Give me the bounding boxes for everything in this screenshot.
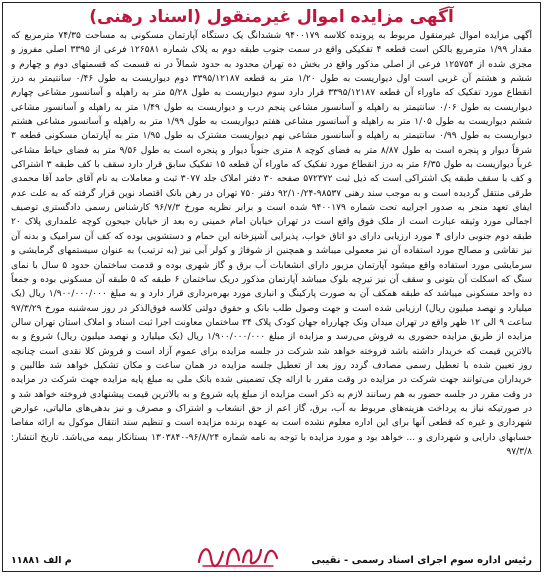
notice-code: م الف ۱۱۸۸۱ — [11, 555, 72, 566]
notice-body: آگهی مزایده اموال غیرمنقول مربوط به پرونده کلاسه ۹۴۰۰۱۷۹ ششدانگ یک دستگاه آپارتمان مسکونی به مساحت ۷۴/۳۵ مترمربع که مقدار ۱/۹۹ مترمربع بالکن است قطعه ۴ تفکیکی واقع در سمت جنوب طبقه دوم به پلاک شماره ۱۲۶۵۸۱ فرعی از ۳۳۹۵ اصلی مفروز و مجزی شده از ۱۲۵۷۵۴ فرعی از اصلی مذکور واقع در بخش ده تهران محدود به حدود شمالاً در نه قسمت که قسمتهای دوم و چهارم و ششم و هشتم آن غربی است اول دیواریست به طول ۱/۲۰ متر به قطعه ۳۳۹۵/۱۲۱۸۷ دوم دیواریست به طول ۰/۴۶ سانتیمتر به درز انقطاع مورد تفکیک که ماوراء آن قطعه ۳۳۹۵/۱۲۱۸۷ قرار دارد سوم دیواریست به طول ۵/۲۸ متر به راهپله و آسانسور مشاعی چهارم دیواریست به طول ۰/۰۶ سانتیمتر به راهپله و آسانسور مشاعی پنجم درب و دیواریست به طول ۱/۴۹ متر به راهپله و آسانسور مشاعی ششم دیواریست به طول ۱/۰۵ متر به راهپله و آسانسور مشاعی هفتم دیواریست به طول ۱/۹۹ متر به راهپله و آسانسور مشاعی هشتم دیواریست به طول ۰/۹۹ سانتیمتر به راهپله و آسانسور مشاعی نهم دیواریست مشترک به طول ۱/۹۵ متر به آپارتمان مسکونی قطعه ۳ شرقاً دیوار و پنجره است به طول ۸/۸۷ متر به فضای کوچه ۸ متری جنوباً دیوار و پنجره است به طول ۹/۵۶ متر به فضای حیاط مشاعی غرباً دیواریست به طول ۶/۳۵ متر به درز انقطاع مورد تفکیک که ماوراء آن قطعه ۱۵ تفکیک سابق قرار دارد سقف با کف طبقه ۳ اشتراکی و کف با سقف طبقه یک اشتراکی است که ذیل ثبت ۵۷۲۳۷۲ صفحه ۳۰ دفتر املاک جلد ۳۰۷۷ ثبت و معاملات به نام آقای حامد آقا محمدی طرقی منتقل گردیده است و به موجب سند رهنی ۹۸۵۳۷-۹۲/۱۰/۲۴ دفتر ۷۵۰ تهران در رهن بانک اقتصاد نوین قرار گرفته که به علت عدم ایفای تعهد منجر به صدور اجراییه تحت شماره ۹۴۰۰۱۷۹ شده است و برابر نظریه مورخ ۹۶/۷/۳ کارشناس رسمی دادگستری توصیف اجمالی مورد وثیقه عبارت است از ملک فوق واقع است در تهران خیابان امام خمینی ره بعد از خیابان جیحون کوچه علمداری پلاک ۲۰ طبقه دوم جنوبی دارای ۴ مورد ارزیابی دارای دو اتاق خواب، پذیرایی آشپزخانه این حمام و دستشویی بوده که کف آن سرامیک و بدنه آن نیز نقاشی و مصالح مورد استفاده آن نیز معمولی میباشد و همچنین از شوفاژ و کولر آبی نیز (به ترتیب) به عنوان سیستمهای گرمایشی و سرمایشی مورد استفاده واقع میشود آپارتمان مزبور دارای انشعابات آب برق و گاز شهری بوده و قدمت ساختمان حدود ۵ سال با نمای سنگ که اسکلت آن بتونی و سقف آن نیز تیرچه بلوک میباشد آپارتمان مذکور دریک ساختمان ۶ طبقه که ۵ طبقه آن مسکونی بوده و جمعاً ده واحد مسکونی میباشد که طبقه همکف آن به صورت پارکینگ و انباری مورد بهره‌برداری قرار دارد و به مبلغ ۱/۹۰۰/۰۰۰/۰۰۰ ریال (یک میلیارد و نهصد میلیون ریال) ارزیابی شده است و جهت وصول طلب بانک و حقوق دولتی کلاسه فوق‌الذکر در روز سه‌شنبه مورخ ۹۷/۳/۲۹ ساعت ۹ الی ۱۲ ظهر واقع در تهران میدان ونک چهارراه جهان کودک پلاک ۳۴ ساختمان معاونت اجرا ثبت اسناد و املاک استان تهران سالن مزایده از طریق مزایده حضوری به فروش می‌رسد و مزایده از مبلغ ۱/۹۰۰/۰۰۰/۰۰۰ ریال (یک میلیارد و نهصد میلیون ریال) شروع و به بالاترین قیمت که خریدار داشته باشد فروخته خواهد شد شرکت در جلسه مزایده برای عموم آزاد است و فروش کلا نقدی است چنانچه روز تعیین شده با تعطیل رسمی مصادف گردد روز بعد از تعطیل جلسه مزایده در همان ساعت و مکان تشکیل خواهد شد طالبین و خریداران می‌توانند جهت شرکت در مزایده در وقت مقرر با ارائه چک تضمینی شده بانک ملی به مبلغ پایه مزایده جهت شرکت در مزایده در وقت مقرر در جلسه حضور به هم رسانند لازم به ذکر است مزایده از مبلغ پایه شروع و به بالاترین قیمت پیشنهادی فروخته خواهد شد و در صورتیکه نیاز به پرداخت هزینه‌های مربوط به آب، برق، گاز اعم از حق انشعاب و اشتراک و مصرف و نیز بدهی‌های مالیاتی، عوارض شهرداری و غیره که قطعی آنها برای این اداره معلوم نشده است به عهده برنده مزایده است و تنظیم سند انتقال موکول به ارائه مفاصا حسابهای دارایی و شهرداری و ... خواهد بود و مورد مزایده با توجه به نامه شماره ۹۶/۸/۲۴-۱۳۰۳۸۴۰ بستانکار بیمه می‌باشد. تاریخ انتشار: ۹۷/۳/۸ — [11, 31, 532, 457]
signature-line: رئیس اداره سوم اجرای اسناد رسمی - نقیبی — [311, 555, 532, 566]
auction-notice — [2, 2, 541, 572]
notice-footer — [11, 546, 532, 568]
notice-title: آگهی مزایده اموال غیرمنقول (اسناد رهنی) — [89, 7, 454, 27]
